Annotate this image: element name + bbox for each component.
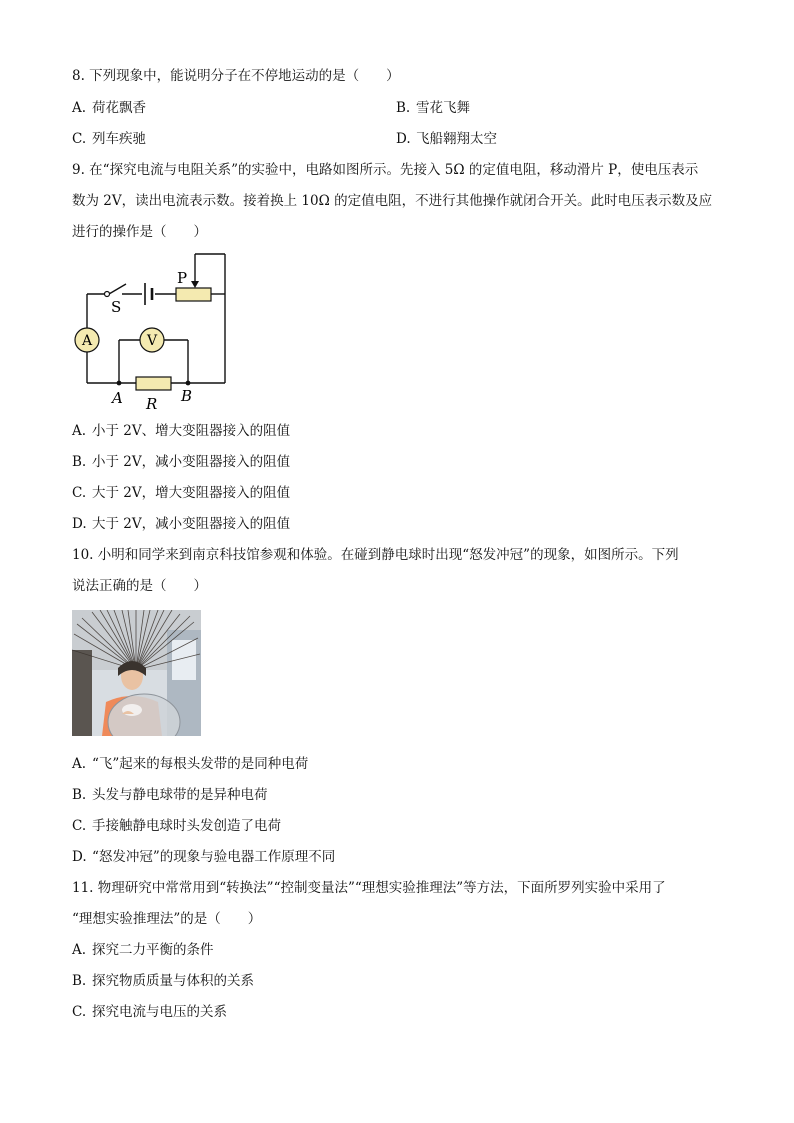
q8-option-a[interactable]	[72, 98, 146, 118]
option-key: B.	[72, 454, 87, 470]
q11-option-c[interactable]	[72, 1002, 227, 1022]
option-text: 小于 2V，减小变阻器接入的阻值	[92, 454, 291, 470]
option-text: 列车疾驰	[92, 131, 146, 147]
node-b-dot	[186, 381, 191, 386]
q10-option-d[interactable]	[72, 847, 335, 867]
q9-stem-line-2: 数为 2V，读出电流表示数。接着换上 10Ω 的定值电阻，不进行其他操作就闭合开关。此时电压表示数及应	[72, 193, 713, 209]
option-text: 探究物质质量与体积的关系	[92, 973, 254, 989]
option-key: A.	[72, 423, 87, 439]
voltmeter-label: V	[146, 333, 158, 349]
node-a-dot	[117, 381, 122, 386]
option-key: A.	[72, 756, 87, 772]
q11-option-b[interactable]	[72, 971, 254, 991]
q10-option-c[interactable]	[72, 816, 281, 836]
q8-option-c[interactable]	[72, 129, 146, 149]
option-text: 荷花飘香	[92, 100, 146, 116]
q9-option-b[interactable]	[72, 452, 290, 472]
q8-option-d[interactable]	[396, 129, 497, 149]
option-text: 头发与静电球带的是异种电荷	[92, 787, 268, 803]
resistor	[136, 377, 171, 390]
option-text: 雪花飞舞	[416, 100, 470, 116]
option-text: 探究电流与电压的关系	[92, 1004, 227, 1020]
q9-option-a[interactable]	[72, 421, 290, 441]
q10-option-b[interactable]	[72, 785, 268, 805]
slider-label: P	[177, 269, 188, 287]
option-key: D.	[72, 849, 87, 865]
option-text: 大于 2V，增大变阻器接入的阻值	[92, 485, 291, 501]
option-key: C.	[72, 1004, 87, 1020]
q9-stem-line-1: 9. 在“探究电流与电阻关系”的实验中，电路如图所示。先接入 5Ω 的定值电阻，移动滑片 P，使电压表示	[72, 162, 699, 178]
option-key: C.	[72, 485, 87, 501]
slider-arrow-icon	[191, 281, 199, 288]
switch-label: S	[111, 298, 122, 316]
q8-stem: 8. 下列现象中，能说明分子在不停地运动的是（ ）	[72, 68, 400, 84]
static-ball-illustration	[72, 610, 201, 736]
rheostat	[176, 288, 211, 301]
option-key: D.	[72, 516, 87, 532]
option-text: “怒发冲冠”的现象与验电器工作原理不同	[92, 849, 336, 865]
node-b-label: B	[181, 387, 193, 405]
q11-stem-line-1: 11. 物理研究中常常用到“转换法”“控制变量法”“理想实验推理法”等方法，下面所罗列实验中采用了	[72, 880, 666, 896]
q9-option-c[interactable]	[72, 483, 290, 503]
option-key: B.	[396, 100, 411, 116]
option-key: B.	[72, 973, 87, 989]
option-key: C.	[72, 818, 87, 834]
q9-stem-line-3: 进行的操作是（ ）	[72, 224, 207, 240]
q10-option-a[interactable]	[72, 754, 308, 774]
option-text: 大于 2V，减小变阻器接入的阻值	[92, 516, 291, 532]
circuit-diagram	[70, 250, 240, 415]
q10-stem-line-1: 10. 小明和同学来到南京科技馆参观和体验。在碰到静电球时出现“怒发冲冠”的现象，如图所示。下列	[72, 547, 679, 563]
option-key: A.	[72, 100, 87, 116]
ammeter-label: A	[81, 333, 93, 349]
option-key: A.	[72, 942, 87, 958]
q9-option-d[interactable]	[72, 514, 290, 534]
option-key: B.	[72, 787, 87, 803]
resistor-label: R	[146, 395, 158, 413]
option-text: 探究二力平衡的条件	[92, 942, 214, 958]
switch-contact	[105, 292, 110, 297]
q11-option-a[interactable]	[72, 940, 214, 960]
q10-stem-line-2: 说法正确的是（ ）	[72, 578, 207, 594]
q8-option-b[interactable]	[396, 98, 470, 118]
node-a-label: A	[112, 389, 123, 407]
option-key: D.	[396, 131, 411, 147]
option-text: 手接触静电球时头发创造了电荷	[92, 818, 281, 834]
static-ball-photo	[72, 610, 201, 736]
option-key: C.	[72, 131, 87, 147]
option-text: 小于 2V、增大变阻器接入的阻值	[92, 423, 291, 439]
q11-stem-line-2: “理想实验推理法”的是（ ）	[72, 911, 262, 927]
option-text: 飞船翱翔太空	[416, 131, 497, 147]
option-text: “飞”起来的每根头发带的是同种电荷	[92, 756, 309, 772]
